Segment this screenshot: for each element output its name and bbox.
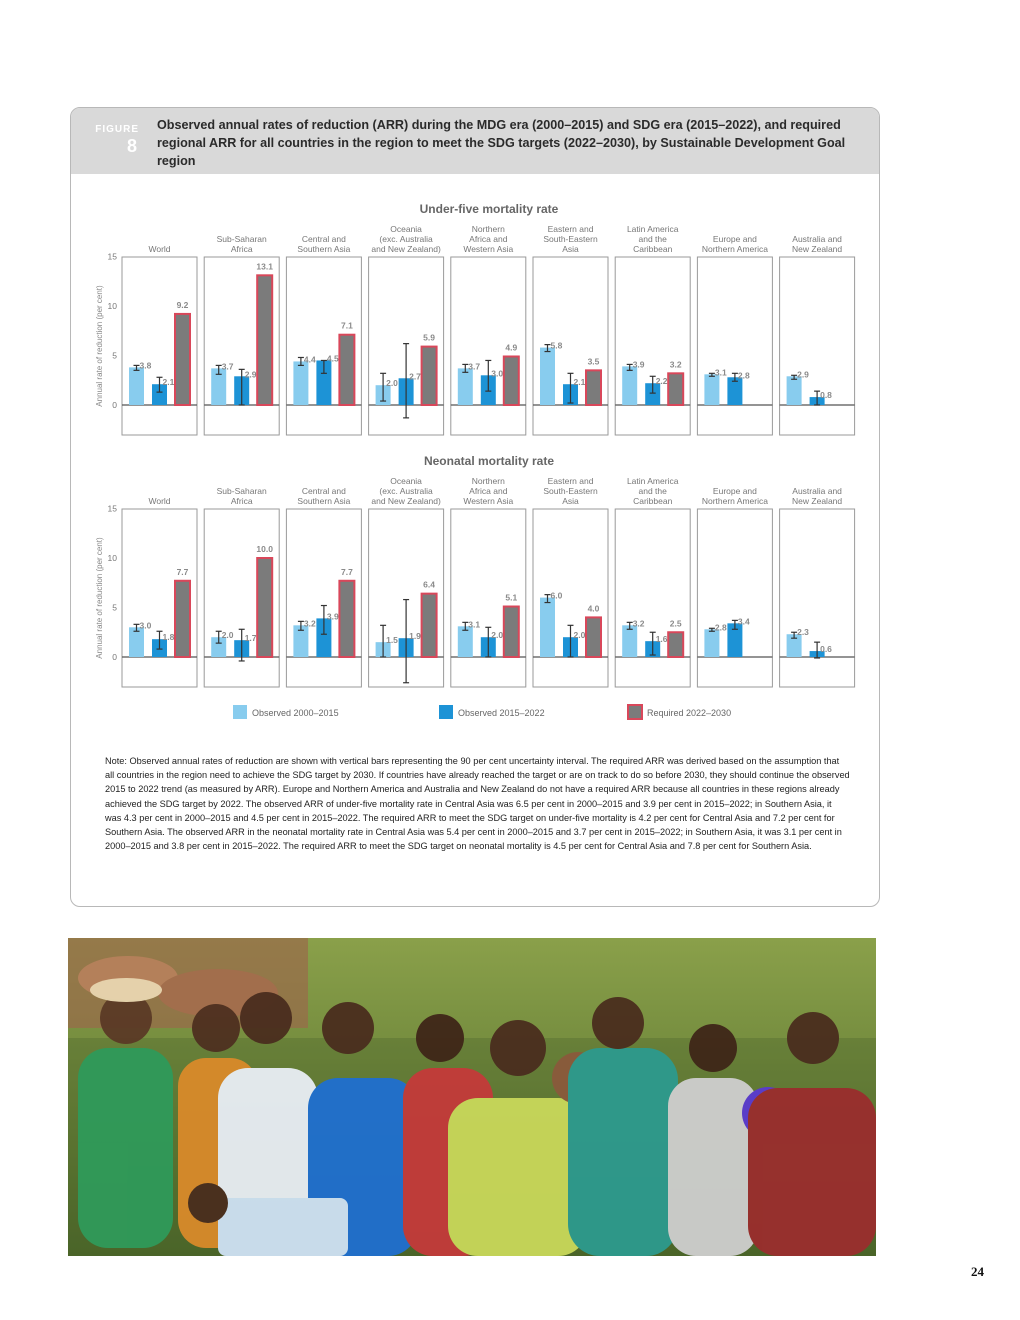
data-label: 0.8 — [820, 390, 832, 401]
panel-frame — [697, 257, 772, 435]
data-label: 2.0 — [221, 630, 234, 641]
data-label: 2.5 — [669, 618, 682, 629]
data-label: 2.8 — [714, 622, 727, 633]
neonatal-chart — [95, 454, 855, 687]
region-panel — [122, 244, 197, 435]
data-label: 2.3 — [797, 627, 809, 638]
bar-observed-2000-2015 — [704, 629, 719, 657]
y-tick-label: 0 — [112, 400, 117, 410]
data-label: 0.6 — [820, 644, 832, 655]
region-name: Oceania — [390, 224, 422, 234]
data-label: 3.4 — [737, 616, 750, 627]
data-label: 1.5 — [386, 635, 398, 646]
region-name: and New Zealand) — [371, 244, 441, 254]
chart-title: Neonatal mortality rate — [423, 454, 555, 468]
region-panel — [697, 234, 772, 435]
data-label: 3.7 — [221, 361, 234, 372]
region-name: Latin America — [626, 476, 679, 486]
data-label: 6.4 — [423, 579, 436, 590]
bar-observed-2000-2015 — [458, 626, 473, 657]
y-tick-label: 5 — [112, 350, 117, 361]
region-name: South-Eastern — [543, 486, 598, 496]
data-label: 7.7 — [340, 566, 353, 577]
legend-label: Observed 2015–2022 — [458, 708, 545, 718]
data-label: 2.0 — [491, 630, 504, 641]
region-panel — [122, 496, 197, 687]
bar-required-2022-2030 — [668, 373, 683, 405]
region-name: Sub-Saharan — [216, 234, 267, 244]
region-panel — [697, 486, 772, 687]
under-five-chart — [95, 202, 855, 435]
bar-observed-2000-2015 — [704, 374, 719, 405]
bar-observed-2000-2015 — [622, 366, 637, 405]
y-tick-label: 10 — [107, 553, 117, 563]
bar-observed-2000-2015 — [540, 348, 555, 405]
y-axis-label: Annual rate of reduction (per cent) — [95, 285, 104, 407]
data-label: 4.0 — [587, 603, 600, 614]
bar-required-2022-2030 — [257, 558, 272, 657]
data-label: 3.0 — [139, 620, 152, 631]
region-name: South-Eastern — [543, 234, 598, 244]
data-label: 3.1 — [468, 619, 481, 630]
data-label: 2.1 — [573, 377, 586, 388]
chart-legend — [233, 705, 731, 719]
data-label: 2.0 — [573, 630, 586, 641]
region-name: Eastern and — [547, 476, 594, 486]
region-panel — [780, 234, 855, 435]
data-label: 3.1 — [714, 367, 727, 378]
bar-required-2022-2030 — [257, 275, 272, 405]
bar-required-2022-2030 — [339, 581, 354, 657]
region-name: Latin America — [626, 224, 679, 234]
bar-required-2022-2030 — [504, 607, 519, 657]
region-name: Africa and — [469, 486, 508, 496]
legend-swatch — [439, 705, 453, 719]
region-name: Western Asia — [463, 496, 514, 506]
legend-swatch — [628, 705, 642, 719]
bar-observed-2000-2015 — [129, 367, 144, 405]
figure-title: Observed annual rates of reduction (ARR) during the MDG era (2000–2015) and SDG era (2015–2022), and required regional ARR for all countries in the region to meet the SDG targets (2022–2030), by Sustainable Development Goal region — [157, 118, 846, 168]
region-name: Western Asia — [463, 244, 514, 254]
region-panel — [369, 224, 444, 435]
data-label: 4.9 — [505, 342, 518, 353]
panel-frame — [780, 509, 855, 687]
region-name: (exc. Australia — [379, 486, 433, 496]
data-label: 2.9 — [244, 369, 257, 380]
region-name: World — [148, 244, 171, 254]
data-label: 2.2 — [655, 376, 668, 387]
bar-observed-2000-2015 — [540, 598, 555, 657]
bar-observed-2000-2015 — [787, 376, 802, 405]
community-photo — [68, 938, 876, 1256]
bar-required-2022-2030 — [422, 594, 437, 657]
data-label: 3.2 — [303, 618, 316, 629]
region-name: Southern Asia — [297, 496, 351, 506]
figure-panel — [70, 107, 880, 907]
region-name: Africa — [230, 244, 253, 254]
region-panel — [615, 476, 690, 687]
bar-required-2022-2030 — [668, 632, 683, 657]
data-label: 2.7 — [409, 371, 421, 382]
data-label: 5.8 — [550, 340, 563, 351]
data-label: 3.2 — [632, 618, 645, 629]
region-panel — [615, 224, 690, 435]
region-name: Northern — [471, 476, 505, 486]
data-label: 4.5 — [326, 353, 339, 364]
bar-observed-2000-2015 — [458, 368, 473, 405]
bar-required-2022-2030 — [586, 370, 601, 405]
region-panel — [204, 486, 279, 687]
y-tick-label: 10 — [107, 301, 117, 311]
region-name: Caribbean — [633, 496, 673, 506]
region-name: Europe and — [712, 486, 757, 496]
data-label: 2.1 — [162, 377, 175, 388]
region-name: Africa — [230, 496, 253, 506]
region-name: and the — [638, 234, 667, 244]
region-name: Central and — [301, 486, 346, 496]
region-panel — [451, 224, 526, 435]
data-label: 6.0 — [550, 590, 563, 601]
data-label: 3.9 — [632, 359, 645, 370]
bar-observed-2000-2015 — [622, 625, 637, 657]
region-name: New Zealand — [792, 496, 843, 506]
region-name: Northern — [471, 224, 505, 234]
photo-illustration — [68, 938, 876, 1256]
region-name: (exc. Australia — [379, 234, 433, 244]
data-label: 3.2 — [669, 359, 682, 370]
region-panel — [286, 486, 361, 687]
data-label: 2.0 — [386, 378, 398, 389]
data-label: 7.1 — [340, 320, 353, 331]
data-label: 3.7 — [468, 361, 481, 372]
region-name: World — [148, 496, 171, 506]
data-label: 1.9 — [409, 631, 421, 642]
region-name: Asia — [562, 244, 579, 254]
data-label: 5.9 — [423, 332, 436, 343]
bar-required-2022-2030 — [339, 335, 354, 405]
data-label: 10.0 — [256, 544, 273, 554]
panel-frame — [780, 257, 855, 435]
region-name: and New Zealand) — [371, 496, 441, 506]
y-tick-label: 0 — [112, 652, 117, 662]
region-name: Sub-Saharan — [216, 486, 267, 496]
region-name: Europe and — [712, 234, 757, 244]
charts-area — [71, 108, 879, 748]
region-name: Central and — [301, 234, 346, 244]
data-label: 2.9 — [797, 369, 809, 380]
y-axis-label: Annual rate of reduction (per cent) — [95, 537, 104, 659]
legend-swatch — [233, 705, 247, 719]
region-panel — [780, 486, 855, 687]
panel-frame — [533, 257, 608, 435]
region-panel — [533, 224, 608, 435]
data-label: 9.2 — [176, 299, 189, 310]
y-tick-label: 5 — [112, 602, 117, 613]
data-label: 2.8 — [737, 370, 750, 381]
bar-required-2022-2030 — [504, 356, 519, 405]
region-name: New Zealand — [792, 244, 843, 254]
data-label: 1.8 — [162, 632, 175, 643]
panel-frame — [615, 509, 690, 687]
region-name: Southern Asia — [297, 244, 351, 254]
bar-required-2022-2030 — [586, 617, 601, 657]
data-label: 3.5 — [587, 356, 600, 367]
figure-note: Note: Observed annual rates of reduction are shown with vertical bars representing the 90 per cent uncertainty interval. The required ARR was derived based on the assumption that all countries in the region need to achieve the SDG target by 2030. If countries have already reached the target or are on track to do so before 2030, they should continue the observed 2015 to 2022 trend (as measured by ARR). Europe and Northern America and Australia and New Zealand do not have a required ARR because all countries in these regions already achieved the SDG target by 2022. The observed ARR of under-five mortality rate in Central Asia was 6.5 per cent in 2000–2015 and 3.9 per cent in 2015–2022; in Southern Asia, it was 4.3 per cent in 2000–2015 and 4.5 per cent in 2015–2022. The required ARR to meet the SDG target on under-five mortality is 4.2 per cent for Central Asia and 7.2 per cent for Southern Asia. The observed ARR in the neonatal mortality rate in Central Asia was 5.4 per cent in 2000–2015 and 3.7 per cent in 2015–2022; in Southern Asia, it was 3.1 per cent in 2000–2015 and 3.8 per cent in 2015–2022. The required ARR to meet the SDG target on neonatal mortality is 4.5 per cent for Central Asia and 7.8 per cent for Southern Asia. — [105, 756, 850, 852]
region-panel — [369, 476, 444, 687]
legend-label: Required 2022–2030 — [647, 708, 732, 718]
region-panel — [204, 234, 279, 435]
y-tick-label: 15 — [107, 251, 117, 262]
figure-label: FIGURE — [95, 124, 139, 135]
region-name: Northern America — [701, 496, 768, 506]
region-name: Asia — [562, 496, 579, 506]
data-label: 3.8 — [139, 360, 152, 371]
bar-required-2022-2030 — [175, 314, 190, 405]
data-label: 5.1 — [505, 592, 518, 603]
region-name: Africa and — [469, 234, 508, 244]
region-name: Australia and — [792, 234, 842, 244]
panel-frame — [615, 257, 690, 435]
bar-required-2022-2030 — [175, 581, 190, 657]
data-label: 13.1 — [256, 261, 273, 272]
region-name: Oceania — [390, 476, 422, 486]
region-panel — [533, 476, 608, 687]
bar-required-2022-2030 — [422, 347, 437, 405]
y-tick-label: 15 — [107, 503, 117, 514]
page-number: 24 — [971, 1264, 984, 1279]
region-panel — [451, 476, 526, 687]
legend-label: Observed 2000–2015 — [252, 708, 339, 718]
bar-observed-2000-2015 — [293, 361, 308, 405]
data-label: 3.0 — [491, 368, 504, 379]
panel-frame — [697, 509, 772, 687]
data-label: 4.4 — [303, 354, 316, 365]
chart-title: Under-five mortality rate — [419, 202, 559, 216]
region-name: and the — [638, 486, 667, 496]
region-panel — [286, 234, 361, 435]
region-name: Australia and — [792, 486, 842, 496]
data-label: 3.9 — [326, 611, 339, 622]
region-name: Caribbean — [633, 244, 673, 254]
figure-number: 8 — [126, 136, 137, 156]
region-name: Northern America — [701, 244, 768, 254]
region-name: Eastern and — [547, 224, 594, 234]
data-label: 1.7 — [244, 633, 257, 644]
data-label: 7.7 — [176, 566, 189, 577]
data-label: 1.6 — [655, 634, 668, 645]
